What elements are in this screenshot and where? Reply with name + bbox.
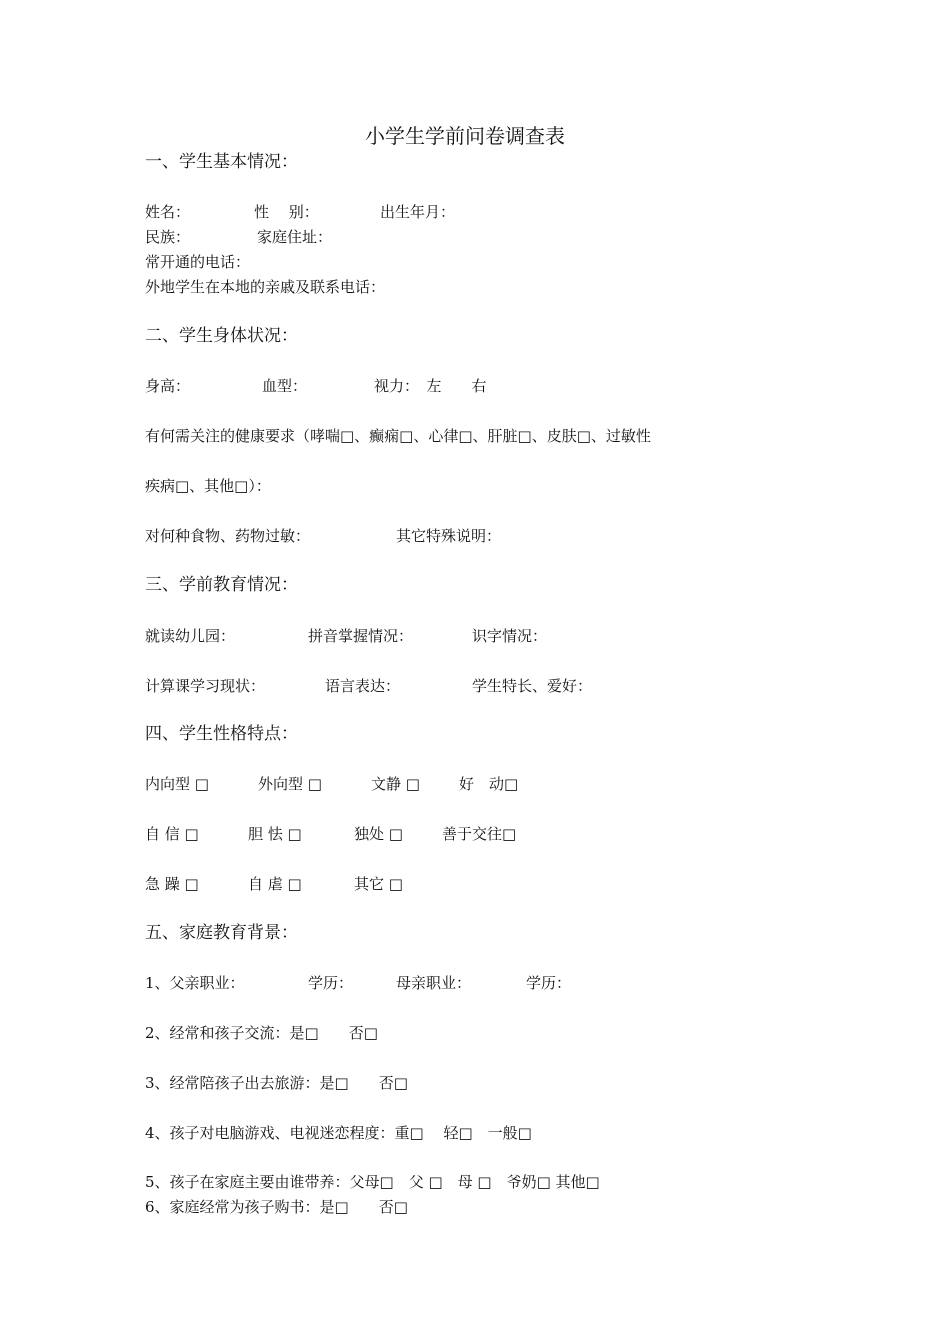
field-name-label: 姓名： — [145, 203, 191, 221]
trait-option[interactable]: 文静 □ — [371, 775, 420, 793]
field-father-job-label: 1、父亲职业： — [145, 974, 245, 992]
field-math-label: 计算课学习现状： — [145, 677, 266, 695]
trait-option[interactable]: 其它 □ — [354, 875, 403, 893]
field-blood-label: 血型： — [262, 377, 308, 395]
section-heading-preschool: 三、学前教育情况： — [145, 575, 298, 595]
section-heading-family: 五、家庭教育背景： — [145, 923, 298, 943]
field-gender-label: 性 别： — [254, 203, 319, 221]
section-heading-basic-info: 一、学生基本情况： — [145, 152, 298, 172]
field-special-label: 其它特殊说明： — [396, 527, 502, 545]
field-phone-label: 常开通的电话： — [145, 253, 251, 271]
trait-option[interactable]: 独处 □ — [354, 825, 403, 843]
question-buy-books[interactable]: 6、家庭经常为孩子购书：是□ 否□ — [145, 1198, 408, 1216]
trait-option[interactable]: 好 动□ — [459, 775, 519, 793]
trait-option[interactable]: 急 躁 □ — [145, 875, 199, 893]
section-heading-health: 二、学生身体状况： — [145, 326, 298, 346]
field-mother-edu-label: 学历： — [526, 974, 572, 992]
field-birth-label: 出生年月： — [380, 203, 456, 221]
question-game-addiction[interactable]: 4、孩子对电脑游戏、电视迷恋程度：重□ 轻□ 一般□ — [145, 1124, 532, 1142]
trait-option[interactable]: 善于交往□ — [442, 825, 517, 843]
field-literacy-label: 识字情况： — [472, 627, 548, 645]
field-ethnic-label: 民族： — [145, 228, 191, 246]
field-father-edu-label: 学历： — [308, 974, 354, 992]
question-travel[interactable]: 3、经常陪孩子出去旅游：是□ 否□ — [145, 1074, 408, 1092]
section-heading-personality: 四、学生性格特点： — [145, 724, 298, 744]
field-language-label: 语言表达： — [325, 677, 401, 695]
field-vision-label: 视力： 左 右 — [374, 377, 487, 395]
trait-option[interactable]: 自 虐 □ — [248, 875, 302, 893]
question-caregiver[interactable]: 5、孩子在家庭主要由谁带养：父母□ 父 □ 母 □ 爷奶□ 其他□ — [145, 1173, 600, 1191]
health-requirements-line1: 有何需关注的健康要求（哮喘□、癫痫□、心律□、肝脏□、皮肤□、过敏性 — [145, 427, 651, 445]
field-height-label: 身高： — [145, 377, 191, 395]
trait-option[interactable]: 自 信 □ — [145, 825, 199, 843]
trait-option[interactable]: 胆 怯 □ — [248, 825, 302, 843]
trait-option[interactable]: 内向型 □ — [145, 775, 209, 793]
health-requirements-line2: 疾病□、其他□）： — [145, 477, 271, 495]
field-address-label: 家庭住址： — [257, 228, 333, 246]
trait-option[interactable]: 外向型 □ — [258, 775, 322, 793]
question-communication[interactable]: 2、经常和孩子交流：是□ 否□ — [145, 1024, 378, 1042]
field-pinyin-label: 拼音掌握情况： — [308, 627, 414, 645]
field-kinder-label: 就读幼儿园： — [145, 627, 236, 645]
field-talent-label: 学生特长、爱好： — [472, 677, 593, 695]
field-allergy-label: 对何种食物、药物过敏： — [145, 527, 311, 545]
field-relative-label: 外地学生在本地的亲戚及联系电话： — [145, 278, 386, 296]
page-title: 小学生学前问卷调查表 — [365, 124, 565, 148]
field-mother-job-label: 母亲职业： — [396, 974, 472, 992]
